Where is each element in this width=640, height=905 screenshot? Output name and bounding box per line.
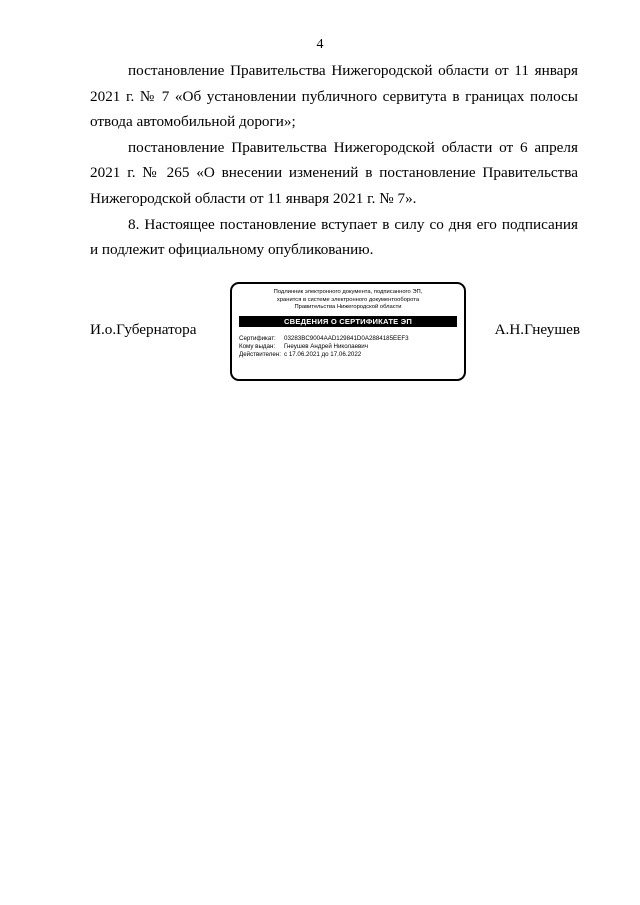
issued-to-label: Кому выдан: <box>239 342 276 350</box>
validity-row <box>239 351 457 359</box>
issued-to-row <box>239 343 457 351</box>
paragraph: 8. Настоящее постановление вступает в силу со дня его подписания и подлежит официальному опубликованию. <box>90 215 578 259</box>
stamp-header-line: хранится в системе электронного документооборота <box>276 296 420 303</box>
paragraph: постановление Правительства Нижегородской области от 11 января 2021 г. № 7 «Об установлении публичного сервитута в границах полосы отвода автомобильной дороги»; <box>90 62 578 131</box>
certificate-value: 03283BC9004AAD129841D0A2884185EEF3 <box>284 334 409 342</box>
stamp-details <box>239 335 457 359</box>
stamp-header-line: Подлинник электронного документа, подписанного ЭП, <box>273 289 423 295</box>
validity-value: с 17.06.2021 до 17.06.2022 <box>284 350 362 358</box>
certificate-row <box>239 335 457 343</box>
signatory-name: А.Н.Гнеушев <box>494 321 580 338</box>
validity-label: Действителен: <box>239 350 281 358</box>
signatory-title: И.о.Губернатора <box>90 321 197 338</box>
certificate-label: Сертификат: <box>239 334 276 342</box>
stamp-header-line: Правительства Нижегородской области <box>294 304 402 311</box>
document-body <box>90 58 578 263</box>
paragraph: постановление Правительства Нижегородской области от 6 апреля 2021 г. № 265 «О внесении изменений в постановление Правительства Нижегородской области от 11 января 2021 г. № 7». <box>90 138 578 207</box>
stamp-banner: СВЕДЕНИЯ О СЕРТИФИКАТЕ ЭП <box>239 316 457 327</box>
stamp-header <box>239 289 457 312</box>
electronic-signature-stamp <box>230 282 466 381</box>
page-number: 4 <box>316 37 324 52</box>
issued-to-value: Гнеушев Андрей Николаевич <box>284 342 368 350</box>
